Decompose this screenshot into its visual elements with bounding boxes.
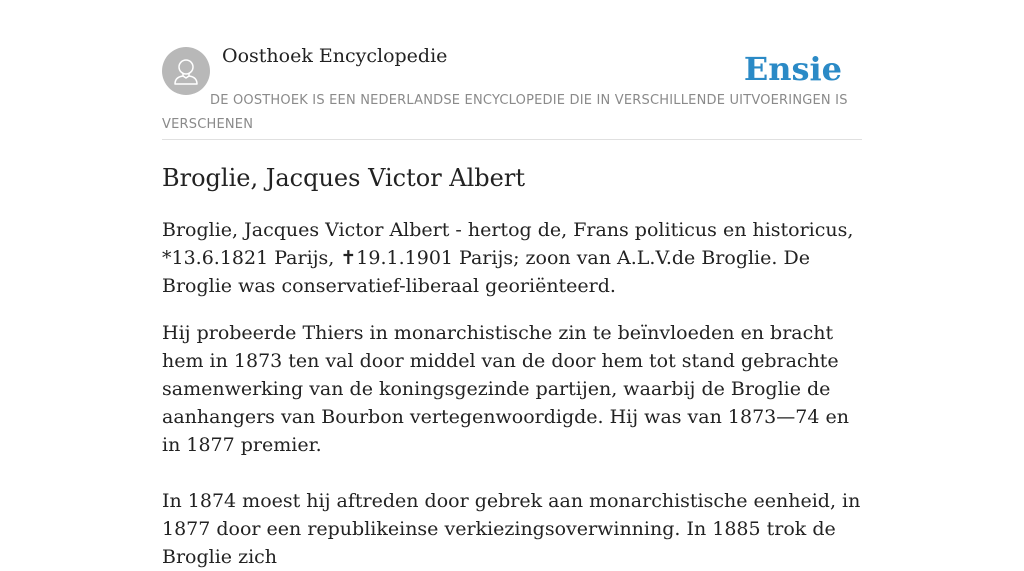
user-avatar-icon[interactable] bbox=[162, 47, 210, 95]
page-title: Broglie, Jacques Victor Albert bbox=[162, 164, 525, 192]
author-name[interactable]: Oosthoek Encyclopedie bbox=[222, 45, 448, 67]
brand-logo[interactable]: Ensie bbox=[743, 50, 842, 88]
article-paragraph: In 1874 moest hij aftreden door gebrek aan monarchistische eenheid, in 1877 door een republikeinse verkiezingsoverwinning. In 1885 trok de Broglie zich bbox=[162, 490, 861, 568]
article-body bbox=[162, 216, 862, 571]
author-tagline: DE OOSTHOEK IS EEN NEDERLANDSE ENCYCLOPEDIE DIE IN VERSCHILLENDE UITVOERINGEN IS VERSCHENEN bbox=[162, 93, 848, 132]
article-paragraph: Broglie, Jacques Victor Albert - hertog de, Frans politicus en historicus, *13.6.1821 Parijs, ✝19.1.1901 Parijs; zoon van A.L.V.de Broglie. De Broglie was conservatief-liberaal georiënteerd. bbox=[162, 219, 854, 297]
page bbox=[162, 0, 862, 568]
header bbox=[162, 0, 862, 140]
article-paragraph: Hij probeerde Thiers in monarchistische zin te beïnvloeden en bracht hem in 1873 ten val door middel van de door hem tot stand gebrachte samenwerking van de koningsgezinde partijen, waarbij de Broglie de aanhangers van Bourbon vertegenwoordigde. Hij was van 1873—74 en in 1877 premier. bbox=[162, 322, 849, 456]
